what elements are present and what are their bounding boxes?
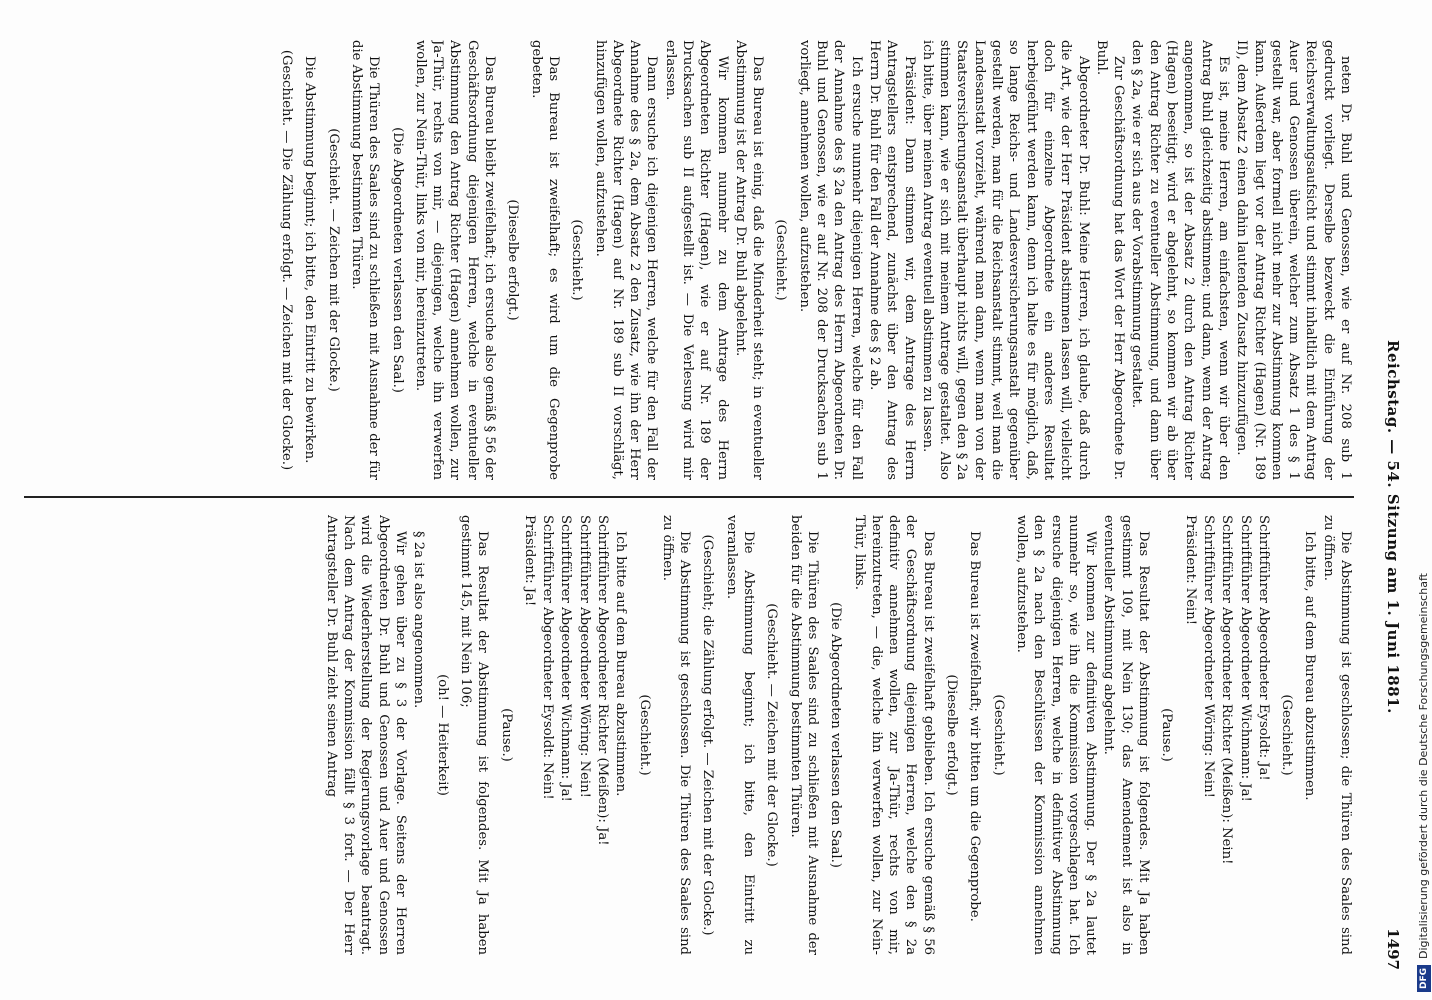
left-stage-direction: (Geschieht.) <box>569 219 585 301</box>
page-number: 1497 <box>1384 928 1402 970</box>
right-text-column <box>24 515 1354 955</box>
right-paragraph: Die Thüren des Saales sind zu schließen mit Ausnahme der beiden für die Abstimmung bestimmten Thüren. <box>787 515 820 955</box>
right-stage-direction: (Pause.) <box>498 708 514 762</box>
left-paragraph: Ich ersuche nunmehr diejenigen Herren, welche für den Fall der Annahme des § 2a den Antrag des Herrn Abgeordneten Dr. Buhl und Genossen, wie er auf Nr. 208 der Drucksachen sub 1 vorliegt, annehmen wollen, aufzustehen. <box>796 40 864 480</box>
left-paragraph: Dann ersuche ich diejenigen Herren, welche für den Fall der Annahme des § 2a, dem Absatz 2 den Zusatz, wie ihn der Herr Abgeordnete Richter (Hagen) auf Nr. 189 sub II vorschlägt, hinzufügen wollen, aufzustehen. <box>592 40 660 480</box>
left-stage-direction: (Geschieht. — Zeichen mit der Glocke.) <box>325 128 341 392</box>
left-paragraph: neten Dr. Buhl und Genossen, wie er auf Nr. 208 sub 1 gedruckt vorliegt. Derselbe bezweckt die Einführung der Reichsverwaltungsaufsicht und stimmt inhaltlich mit dem Antrag Auer und Genossen überein, welcher zum Absatz 1 des § 1 gestellt war, aber formell nicht mehr zur Abstimmung kommen kann. Außerdem liegt vor der Antrag Richter (Hagen) (Nr. 189 II), dem Absatz 2 einen dahin lautenden Zusatz hinzuzufügen. <box>1234 40 1353 480</box>
right-paragraph: Wir kommen zur definitiven Abstimmung. Der § 2a lautet nunmehr so, wie ihn die Kommission vorgeschlagen hat. Ich ersuche diejenigen Herren, welche in definitiver Abstimmung den § 2a nach den Beschlüssen der Kommission annehmen wollen, aufzustehen. <box>1013 515 1099 955</box>
footer-credit-text: Digitalisierung gefördert durch die Deutsche Forschungsgemeinschaft <box>1417 573 1430 959</box>
left-paragraph: Präsident: Dann stimmen wir, dem Antrage des Herrn Antragstellers entsprechend, zunächst über den Antrag des Herrn Dr. Buhl für den Fall der Annahme des § 2 ab. <box>866 40 917 480</box>
left-paragraph: Die Abstimmung beginnt; ich bitte, den Eintritt zu bewirken. <box>302 56 318 464</box>
right-paragraph: Das Bureau ist zweifelhaft; wir bitten um die Gegenprobe. <box>967 531 983 922</box>
left-text-column <box>24 40 1354 480</box>
right-stage-direction: (Pause.) <box>1159 708 1175 762</box>
right-paragraph: Das Resultat der Abstimmung ist folgendes. Mit Ja haben gestimmt 145, mit Nein 106; <box>457 515 491 955</box>
right-stage-direction: (Geschieht.) <box>1279 694 1295 776</box>
right-paragraph: Das Resultat der Abstimmung ist folgendes. Mit Ja haben gestimmt 109, mit Nein 130; das Amendement ist also in eventueller Abstimmung abgelehnt. <box>1101 515 1152 955</box>
left-paragraph: Das Bureau ist zweifelhaft; es wird um die Gegenprobe gebeten. <box>528 40 561 480</box>
right-vote-line: Präsident: Nein! <box>1182 515 1198 626</box>
left-stage-direction: (Geschieht.) <box>773 219 789 301</box>
right-paragraph: § 2a ist also angenommen. <box>411 531 427 709</box>
running-title: Reichstag. — 54. Sitzung am 1. Juni 1881. <box>1384 340 1402 714</box>
right-stage-direction: (Die Abgeordneten verlassen den Saal.) <box>828 602 844 868</box>
column-divider <box>24 496 1354 498</box>
right-vote-line: Schriftführer Abgeordneter Wichmann: Ja! <box>1237 515 1253 802</box>
right-stage-direction: (Dieselbe erfolgt.) <box>944 674 960 796</box>
right-vote-line: Präsident: Ja! <box>521 515 537 607</box>
right-paragraph: Die Abstimmung ist geschlossen; die Thüren des Saales sind zu öffnen. <box>1320 515 1353 955</box>
right-stage-direction: (Geschieht. — Zeichen mit der Glocke.) <box>764 603 780 867</box>
page-header <box>1370 30 1410 970</box>
right-paragraph: Die Abstimmung beginnt; ich bitte, den Eintritt zu veranlassen. <box>723 515 757 955</box>
right-paragraph: Ich bitte auf dem Bureau abzustimmen. <box>613 531 629 797</box>
left-paragraph: Wir kommen nunmehr zu dem Antrage des Herrn Abgeordneten Richter (Hagen), wie er auf Nr. 189 der Drucksachen sub II aufgestellt ist. — Die Verlesung wird mir erlassen. <box>662 40 730 480</box>
right-vote-line: Schriftführer Abgeordneter Wichmann: Ja! <box>558 515 574 802</box>
right-paragraph: Das Bureau ist zweifelhaft geblieben. Ich ersuche gemäß § 56 der Geschäftsordnung diejenigen Herren, welche den § 2a definitiv annehmen wollen, zur Ja-Thür, rechts von mir, hereinzutreten, — die, welche ihn verwerfen wollen, zur Nein-Thür, links. <box>851 515 936 955</box>
right-stage-direction: (Geschieht.) <box>990 694 1006 776</box>
right-paragraph: Ich bitte, auf dem Bureau abzustimmen. <box>1302 531 1318 801</box>
left-paragraph: Das Bureau ist einig, daß die Minderheit steht; in eventueller Abstimmung ist der Antrag Dr. Buhl abgelehnt. <box>732 40 766 480</box>
right-stage-direction: (Geschieht.) <box>636 694 652 776</box>
left-paragraph: Abgeordneter Dr. Buhl: Meine Herren, ich glaube, daß durch die Art, wie der Herr Präsident abstimmen lassen will, vielleicht doch für einzelne Abgeordnete ein anderes Resultat herbeigeführt werden kann, denn ich halte es für möglich, daß, so lange Reichs- und Landesversicherungsanstalt gegenüber gestellt werden, man für die Reichsanstalt stimmt, weil man die Landesanstalt vorzieht, während man dann, wenn man von der Staatsversicherungsanstalt überhaupt nichts will, gegen den § 2a stimmen kann, wie er sich mit meinem Antrage gestaltet. Also ich bitte, über meinen Antrag eventuell abstimmen zu lassen. <box>919 40 1091 480</box>
dfg-logo: DFG <box>1417 965 1431 992</box>
left-paragraph: Die Thüren des Saales sind zu schließen mit Ausnahme der für die Abstimmung bestimmten Thüren. <box>348 40 382 480</box>
left-paragraph: Das Bureau bleibt zweifelhaft; ich ersuche also gemäß § 56 der Geschäftsordnung diejenigen Herren, welche in eventueller Abstimmung den Antrag Richter (Hagen) annehmen wollen, zur Ja-Thür, rechts von mir, — diejenigen, welche ihn verwerfen wollen, zur Nein-Thür, links von mir, hereinzutreten. <box>412 40 498 480</box>
right-vote-line: Schriftführer Abgeordneter Wöring: Nein! <box>576 515 592 798</box>
left-paragraph: Zur Geschäftsordnung hat das Wort der Herr Abgeordnete Dr. Buhl. <box>1093 40 1127 480</box>
right-vote-line: Schriftführer Abgeordneter Wöring: Nein! <box>1200 515 1216 798</box>
right-paragraph: Die Abstimmung ist geschlossen. Die Thüren des Saales sind zu öffnen. <box>659 515 693 955</box>
left-stage-direction: (Dieselbe erfolgt.) <box>505 199 521 321</box>
right-vote-line: Schriftführer Abgeordneter Eysoldt: Ja! <box>1255 515 1271 781</box>
right-stage-direction: (oh! — Heiterkeit) <box>434 674 450 796</box>
left-paragraph: Es ist, meine Herren, am einfachsten, wenn wir über den Antrag Buhl gleichzeitig abstimmen; und dann, wenn der Antrag angenommen, so ist der Absatz 2 durch den Antrag Richter (Hagen) beseitigt; wird er abgelehnt, so kommen wir ab über den Antrag Richter zu eventueller Abstimmung, und dann über den § 2a, wie er sich aus der Vorabstimmung gestaltet. <box>1129 40 1231 480</box>
right-stage-direction: (Geschieht; die Zählung erfolgt. — Zeichen mit der Glocke.) <box>700 534 716 936</box>
left-stage-direction: (Geschieht. — Die Zählung erfolgt. — Zeichen mit der Glocke.) <box>279 49 295 471</box>
footer-credit <box>1412 0 1432 992</box>
footer-strip <box>1408 0 1432 1000</box>
left-stage-direction: (Die Abgeordneten verlassen den Saal.) <box>389 127 405 393</box>
right-vote-line: Schriftführer Abgeordneter Richter (Meißen): Ja! <box>595 515 611 846</box>
right-vote-line: Schriftführer Abgeordneter Richter (Meißen): Nein! <box>1219 515 1235 865</box>
right-paragraph: Wir gehen über zu § 3 der Vorlage. Seitens der Herren Abgeordneten Dr. Buhl und Genossen und Auer und Genossen wird die Wiederherstellung der Regierungsvorlage beantragt. Nach dem Antrag der Kommission fällt § 3 fort. — Der Herr Antragsteller Dr. Buhl zieht seinen Antrag <box>323 515 409 955</box>
right-vote-line: Schriftführer Abgeordneter Eysoldt: Nein! <box>540 515 556 800</box>
